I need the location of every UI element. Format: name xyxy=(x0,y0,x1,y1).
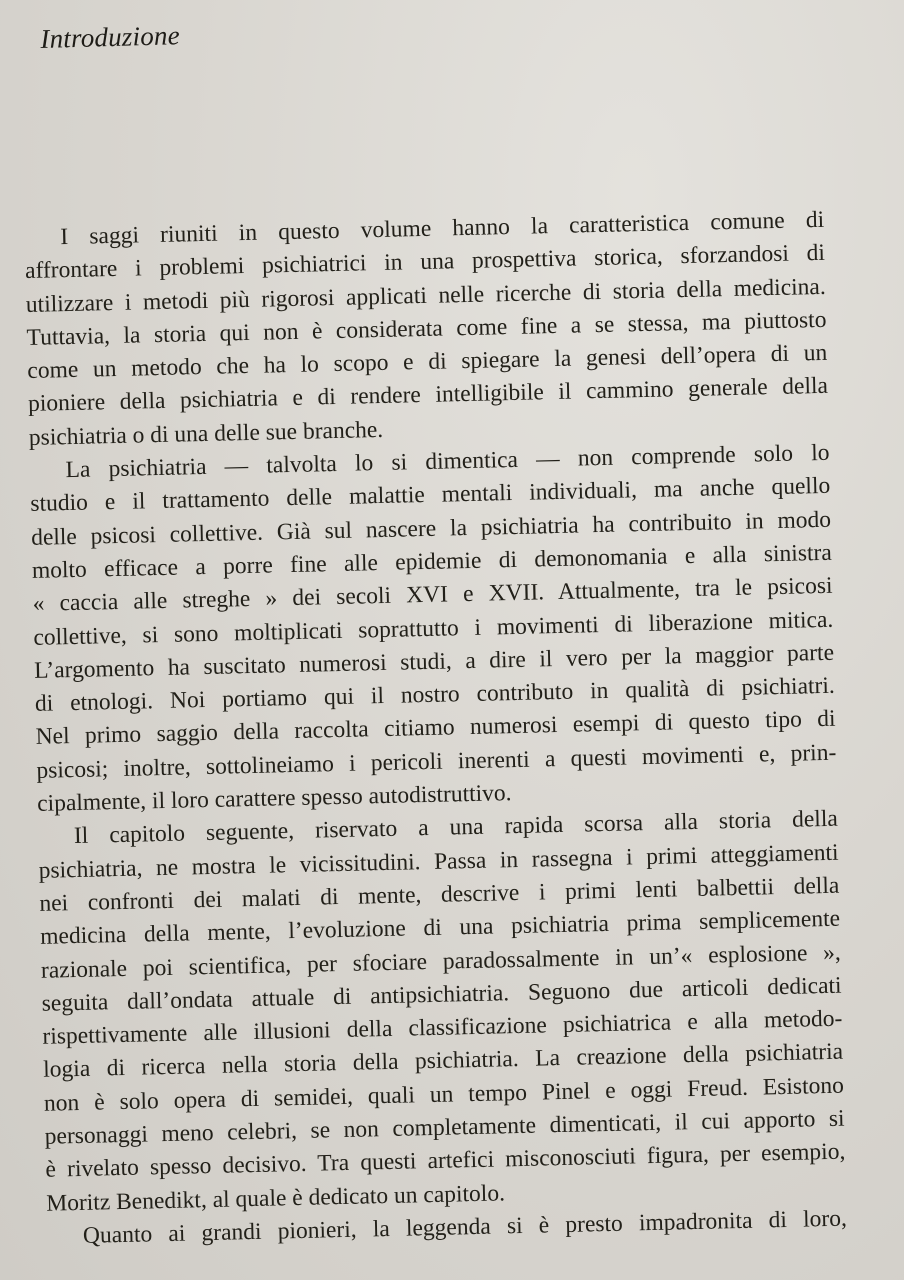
text-line: delle psicosi collettive. Già sul nascere la psichiatria ha contribuito in modo xyxy=(30,506,832,551)
paragraph-2 xyxy=(29,437,837,821)
text-line: di etnologi. Noi portiamo qui il nostro contributo in qualità di psichiatri. xyxy=(34,672,836,718)
text-line: pioniere della psichiatria e di rendere intelligibile il cammino generale della xyxy=(27,373,829,418)
paragraph-3 xyxy=(38,803,847,1221)
text-line: personaggi meno celebri, se non completamente dimenticati, il cui apporto si xyxy=(44,1105,845,1150)
text-line: medicina della mente, l’evoluzione di una psichiatria prima semplicemente xyxy=(39,905,841,951)
text-line: Tuttavia, la storia qui non è considerata come fine a se stessa, ma piuttosto xyxy=(26,306,827,351)
text-line: logia di ricerca nella storia della psichiatria. La creazione della psichiatria xyxy=(42,1039,844,1084)
text-line: molto efficace a porre fine alle epidemie di demonomania e alla sinistra xyxy=(31,539,833,584)
text-line: rispettivamente alle illusioni della classificazione psichiatrica e alla metodo- xyxy=(42,1005,843,1050)
text-line: La psichiatria — talvolta lo si dimentica — non comprende solo lo xyxy=(65,439,830,484)
paragraph-1 xyxy=(24,204,829,455)
text-line: L’argomento ha suscitato numerosi studi, a dire il vero per la maggior parte xyxy=(33,639,835,684)
text-line: psicosi; inoltre, sottolineiamo i pericoli inerenti a questi movimenti e, prin- xyxy=(36,739,837,784)
text-line: cipalmente, il loro carattere spesso autodistruttivo. xyxy=(36,780,512,817)
text-line: utilizzare i metodi più rigorosi applicati nelle ricerche di storia della medicina. xyxy=(25,273,826,318)
text-line: seguita dall’ondata attuale di antipsichiatria. Seguono due articoli dedicati xyxy=(41,972,842,1017)
text-line: Nel primo saggio della raccolta citiamo numerosi esempi di questo tipo di xyxy=(35,706,836,751)
text-line: psichiatria, ne mostra le vicissitudini. Passa in rassegna i primi atteggiamenti xyxy=(38,839,839,884)
text-line: Il capitolo seguente, riservato a una rapida scorsa alla storia della xyxy=(73,806,839,850)
text-line: affrontare i problemi psichiatrici in una prospettiva storica, sforzandosi di xyxy=(24,240,826,285)
text-line: come un metodo che ha lo scopo e di spiegare la genesi dell’opera di un xyxy=(27,340,828,385)
text-line: « caccia alle streghe » dei secoli XVI e XVII. Attualmente, tra le psicosi xyxy=(32,573,833,618)
text-line: psichiatria o di una delle sue branche. xyxy=(28,416,384,451)
text-line: Moritz Benedikt, al quale è dedicato un capitolo. xyxy=(45,1179,506,1217)
text-line: è rivelato spesso decisivo. Tra questi artefici misconosciuti figura, per esempio, xyxy=(45,1138,846,1184)
text-line: studio e il trattamento delle malattie mentali individuali, ma anche quello xyxy=(30,473,831,518)
text-line: razionale poi scientifica, per sfociare paradossalmente in un’« esplosione », xyxy=(40,939,842,984)
text-line: Quanto ai grandi pionieri, la leggenda si è presto impadronita di loro, xyxy=(82,1205,848,1249)
text-line: non è solo opera di semidei, quali un tempo Pinel e oggi Freud. Esistono xyxy=(43,1072,845,1117)
body-text xyxy=(24,204,847,1254)
running-head: Introduzione xyxy=(40,20,181,54)
text-line: nei confronti dei malati di mente, descrive i primi lenti balbettii della xyxy=(39,872,840,917)
text-line: collettive, si sono moltiplicati soprattutto i movimenti di liberazione mitica. xyxy=(33,606,834,651)
text-line: I saggi riuniti in questo volume hanno la caratteristica comune di xyxy=(60,206,825,251)
